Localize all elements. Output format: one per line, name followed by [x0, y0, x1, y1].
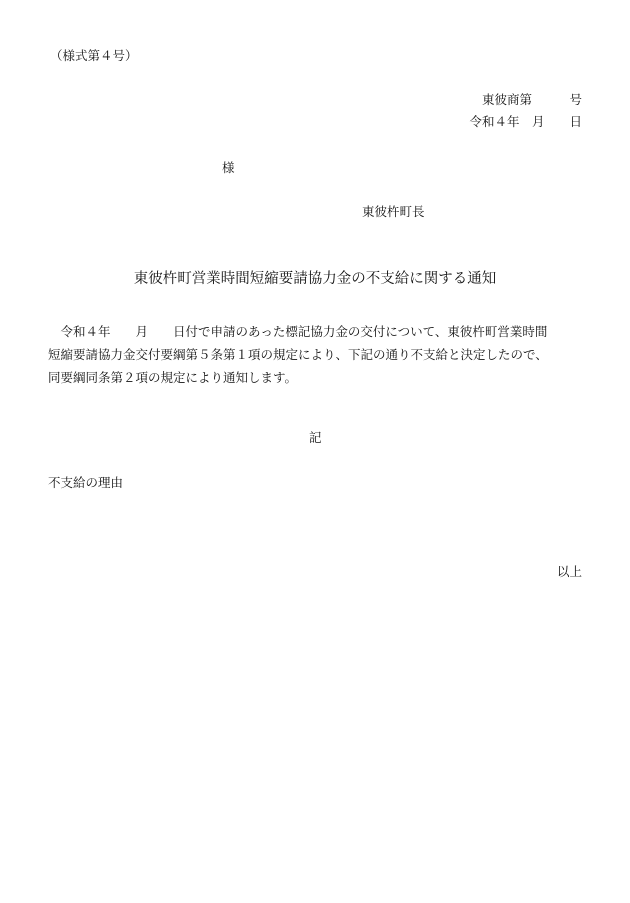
document-title: 東彼杵町営業時間短縮要請協力金の不支給に関する通知 — [133, 271, 497, 287]
addressee: 様 — [222, 160, 235, 175]
body-line: 令和４年 月 日付で申請のあった標記協力金の交付について、東彼杵町営業時間 — [48, 324, 548, 339]
form-number-label: （様式第４号） — [50, 48, 138, 63]
ki-heading: 記 — [309, 430, 322, 445]
body-paragraph — [48, 320, 588, 389]
sender-name: 東彼杵町長 — [362, 204, 425, 219]
end-mark: 以上 — [556, 564, 582, 579]
non-payment-reason-label: 不支給の理由 — [48, 475, 124, 490]
document-date: 令和４年 月 日 — [469, 114, 582, 129]
body-line: 短縮要請協力金交付要綱第５条第１項の規定により、下記の通り不支給と決定したので、 — [48, 347, 548, 362]
body-line: 同要綱同条第２項の規定により通知します。 — [48, 370, 298, 385]
document-number: 東彼商第 号 — [481, 92, 582, 107]
